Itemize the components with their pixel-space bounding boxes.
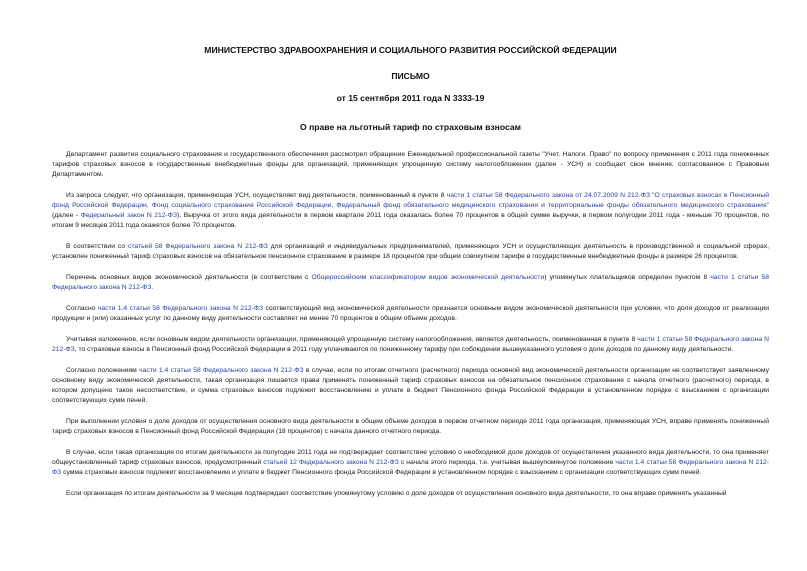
paragraph-text: Учитывая изложенное, если основным видом деятельности организации, применяющей упрощенную систему налогообложения, является деятельность, поименованная в пункте 8 [66, 336, 638, 343]
paragraph-text: Перечень основных видов экономической деятельности (в соответствии с [66, 274, 312, 281]
law-reference-link[interactable]: части 1 статьи 58 Федерального закона от 24.07.2009 N 212-ФЗ "О страховых взносах в Пенсионный фонд Российской Федерации, Фонд социального страхования Российской Федерации, Федеральный фонд обязательного медицинского страхования и территориальные фонды обязательного медицинского страхования" [52, 192, 769, 209]
paragraph-text: Из запроса следует, что организация, применяющая УСН, осуществляет вид деятельности, поименованный в пункте 8 [66, 192, 447, 199]
paragraph-text: Согласно [66, 305, 98, 312]
paragraph-text: При выполнении условия о доле доходов от осуществления основного вида деятельности в общем объеме доходов в первом отчетном периоде 2011 года организация, применяющая УСН, вправе применять пониженный тариф страховых взносов в Пенсионный фонд Российской Федерации (18 процентов) с начала данного отчетного периода. [52, 418, 769, 435]
law-reference-link[interactable]: части 1.4 статьи 58 Федерального закона N 212-ФЗ [139, 367, 304, 374]
law-reference-link[interactable]: Общероссийским классификатором видов экономической деятельности [311, 274, 545, 281]
paragraph-text: сумма страховых взносов подлежит восстановлению и уплате в бюджет Пенсионного фонда Российской Федерации в установленном порядке с взысканием с организации соответствующих сумм пеней. [61, 469, 702, 476]
paragraph-text: Согласно положениям [66, 367, 140, 374]
body-paragraph [52, 335, 769, 355]
paragraph-text: , то страховые взносы в Пенсионный фонд Российской Федерации в 2011 году уплачиваются по пониженному тарифу при соблюдении вышеуказанного условия о доле доходов по данному виду деятельности. [74, 346, 734, 353]
paragraph-text: В случае, если такая организация по итогам деятельности за полугодие 2011 года не подтверждает соответствие условию о необходимой доле доходов от осуществления указанного вида деятельности, то она применяет общеустановленный тариф страховых взносов, предусмотренный [52, 449, 769, 466]
document-date: от 15 сентября 2011 года N 3333-19 [336, 93, 485, 103]
paragraph-text: соответствующий вид экономической деятельности признается основным видом экономической деятельности при условии, что доля доходов от реализации продукции и (или) оказанных услуг по данному виду деятельности составляет не менее 70 процентов в общем объеме доходов. [52, 305, 769, 322]
body-paragraph [52, 191, 769, 231]
paragraph-text: для организаций и индивидуальных предпринимателей, применяющих УСН и осуществляющих деятельность в производственной и социальной сферах, установлен пониженный тариф страховых взносов на обязательное пенсионное страхование в размере 18 процентов при общем совокупном тарифе в государственные внебюджетные фонды в размере 26 процентов. [52, 243, 769, 260]
paragraph-text: (далее - [52, 212, 81, 219]
paragraph-text: Если организация по итогам деятельности за 9 месяцев подтверждает соответствие упомянутому условию о доле доходов от осуществления основного вида деятельности, то она вправе применять указанный [66, 490, 727, 497]
document-type: ПИСЬМО [391, 71, 430, 81]
law-reference-link[interactable]: части 1 статьи 58 Федерального закона N 212-ФЗ [52, 274, 769, 291]
law-reference-link[interactable]: части 1.4 статьи 58 Федерального закона N 212-ФЗ [52, 459, 769, 476]
paragraph-text: в случае, если по итогам отчетного (расчетного) периода основной вид экономической деятельности организации не соответствует заявленному основному виду экономической деятельности, такая организация лишается права применять пониженный тариф страховых взносов на обязательное пенсионное страхование с начала отчетного (расчетного) периода, в котором допущено такое несоответствие, и сумма страховых взносов подлежит восстановлению и уплате в бюджет Пенсионного фонда Российской Федерации в установленном порядке с взысканием с организации соответствующих сумм пеней. [52, 367, 769, 404]
document-body [52, 133, 769, 499]
law-reference-link[interactable]: части 1.4 статьи 58 Федерального закона N 212-ФЗ [97, 305, 264, 312]
body-paragraph [52, 304, 769, 324]
law-reference-link[interactable]: статьей 58 Федерального закона N 212-ФЗ [127, 243, 268, 250]
body-paragraph [52, 366, 769, 406]
body-paragraph [52, 448, 769, 478]
paragraph-text: В соответствии со [66, 243, 128, 250]
law-reference-link[interactable]: части 1 статьи 58 Федерального закона N 212-ФЗ [52, 336, 769, 353]
paragraph-text: Департамент развития социального страхования и государственного обеспечения рассмотрел обращение Еженедельной профессиональной газеты "Учет. Налоги. Право" по вопросу применения с 2011 года пониженных тарифов страховых взносов в государственные внебюджетные фонды для организаций, применяющих упрощенную систему налогообложения (далее - УСН) и сообщает свое мнение, согласованное с Правовым Департаментом. [52, 151, 769, 178]
paragraph-text: с начала этого периода, т.е. учитывая вышеупомянутое положение [398, 459, 616, 466]
body-paragraph [52, 417, 769, 437]
paragraph-text: ) упомянутых плательщиков определен пунктом 8 [544, 274, 711, 281]
law-reference-link[interactable]: Федеральный закон N 212-ФЗ [80, 212, 178, 219]
document-subject: О праве на льготный тариф по страховым взносам [300, 122, 521, 132]
body-paragraph [52, 489, 769, 499]
ministry-name: МИНИСТЕРСТВО ЗДРАВООХРАНЕНИЯ И СОЦИАЛЬНОГО РАЗВИТИЯ РОССИЙСКОЙ ФЕДЕРАЦИИ [204, 45, 617, 55]
body-paragraph [52, 273, 769, 293]
law-reference-link[interactable]: статьей 12 Федерального закона N 212-ФЗ [263, 459, 399, 466]
body-paragraph [52, 150, 769, 180]
paragraph-text: . [151, 284, 154, 291]
paragraph-text: ). Выручка от этого вида деятельности в первом квартале 2011 года оказалась более 70 процентов в общей сумме выручки, в первом полугодии 2011 года - меньше 70 процентов, по итогам 9 месяцев 2011 года окажется более 70 процентов. [52, 212, 770, 229]
body-paragraph [52, 242, 769, 262]
